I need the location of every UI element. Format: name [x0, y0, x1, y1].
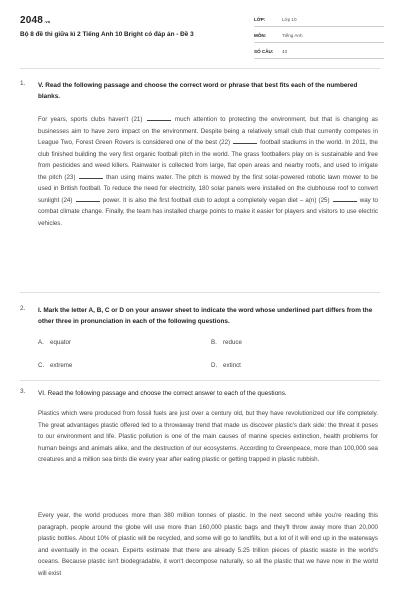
option-b[interactable]	[211, 339, 242, 346]
answer-blank[interactable]	[76, 196, 100, 202]
site-logo[interactable]: 2048.vn	[20, 15, 51, 26]
passage-paragraph: Plastics which were produced from fossil fuels are just over a century old, but they have revolutionized our life completely. The great advantages plastic offered led to a throwaway trend that made us discover plastic's dark side: the threat it poses to our environment and life. Plastic pollution is one of the main causes of marine species extinction, health problems for human beings and animals alike, and the destruction of our ecosystems. According to Greenpeace, more than 100,000 sea creatures and a million sea birds die every year after eating plastic or getting trapped in plastic rubbish.	[38, 410, 378, 463]
option-text: equator	[50, 339, 71, 346]
meta-key: MÔN:	[254, 33, 267, 38]
option-text: reduce	[223, 339, 242, 346]
option-c[interactable]	[38, 362, 72, 369]
question-1	[20, 80, 380, 290]
question-divider	[20, 380, 380, 381]
option-letter: A.	[38, 339, 44, 346]
passage-paragraph: Every year, the world produces more than 380 million tonnes of plastic. In the next second while you're reading this paragraph, people around the globe will use more than 160,000 plastic bags and they'll throw away more than 20,000 plastic bottles. About 10% of plastic will be recycled, and some will go to landfills, but a lot of it will end up in the waterways and eventually in the ocean. Experts estimate that there are already 5.25 trillion pieces of plastic waste in the world's oceans. Because plastic isn't biodegradable, it won't decompose naturally, so all the plastic that we have now in the world will exist	[38, 512, 378, 577]
question-2	[20, 305, 380, 380]
meta-row-class	[254, 16, 384, 27]
page-header	[0, 0, 400, 64]
question-divider	[20, 292, 380, 293]
question-3	[20, 388, 380, 600]
meta-key: LỚP:	[254, 17, 266, 22]
meta-row-count	[254, 48, 384, 59]
answer-blank[interactable]	[333, 196, 357, 202]
document-title: Bộ 8 đề thi giữa kì 2 Tiếng Anh 10 Bright có đáp án - Đề 3	[20, 31, 194, 38]
meta-value: Tiếng Anh	[282, 33, 303, 38]
meta-value: Lớp 10	[282, 17, 297, 22]
answer-blank[interactable]	[147, 115, 171, 121]
option-letter: B.	[211, 339, 217, 346]
meta-row-subject	[254, 32, 384, 43]
question-title: I. Mark the letter A, B, C or D on your answer sheet to indicate the word whose underlined part differs from the other three in pronunciation in each of the following questions.	[38, 307, 373, 325]
meta-key: SỐ CÂU:	[254, 49, 274, 54]
document-meta	[254, 16, 384, 64]
passage-paragraph: For years, sports clubs haven't (21) much attention to protecting the environment, but that is changing as businesses aim to have zero impact on the environment. Despite being a relatively small club that currently competes in League Two, Forest Green Rovers is considered one of the best (22) football stadiums in the world. In 2011, the club finished building the very first organic football pitch in the world. The grass footballers play on is sustainable and free from pesticides and weed killers. Rainwater is collected from large, flat open areas and nearby roofs, and used to irrigate the pitch (23) than using mains water. The pitch is mowed by the first solar-powered robotic lawn mower to be used in British football. To reduce the need for electricity, 180 solar panels were installed on the clubhouse roof to convert sunlight (24) power. It is also the first football club to adopt a completely vegan diet – a(n) (25) way to combat climate change. Finally, the team has installed charge points to make it easier for players and visitors to use electric vehicles.	[38, 116, 378, 227]
option-letter: D.	[211, 362, 218, 369]
option-a[interactable]	[38, 339, 71, 346]
question-number: 2.	[20, 305, 26, 312]
answer-blank[interactable]	[79, 173, 103, 179]
option-text: extreme	[50, 362, 73, 369]
answer-blank[interactable]	[233, 138, 257, 144]
question-title: V. Read the following passage and choose the correct word or phrase that best fits each of the numbered blanks.	[38, 82, 358, 100]
question-number: 3.	[20, 388, 26, 395]
question-number: 1.	[20, 80, 26, 87]
header-divider	[20, 68, 380, 69]
question-title: VI. Read the following passage and choose the correct answer to each of the questions.	[38, 390, 287, 397]
option-letter: C.	[38, 362, 45, 369]
option-d[interactable]	[211, 362, 241, 369]
logo-suffix: .vn	[44, 19, 51, 24]
meta-value: 43	[282, 49, 288, 54]
option-text: extinct	[223, 362, 241, 369]
